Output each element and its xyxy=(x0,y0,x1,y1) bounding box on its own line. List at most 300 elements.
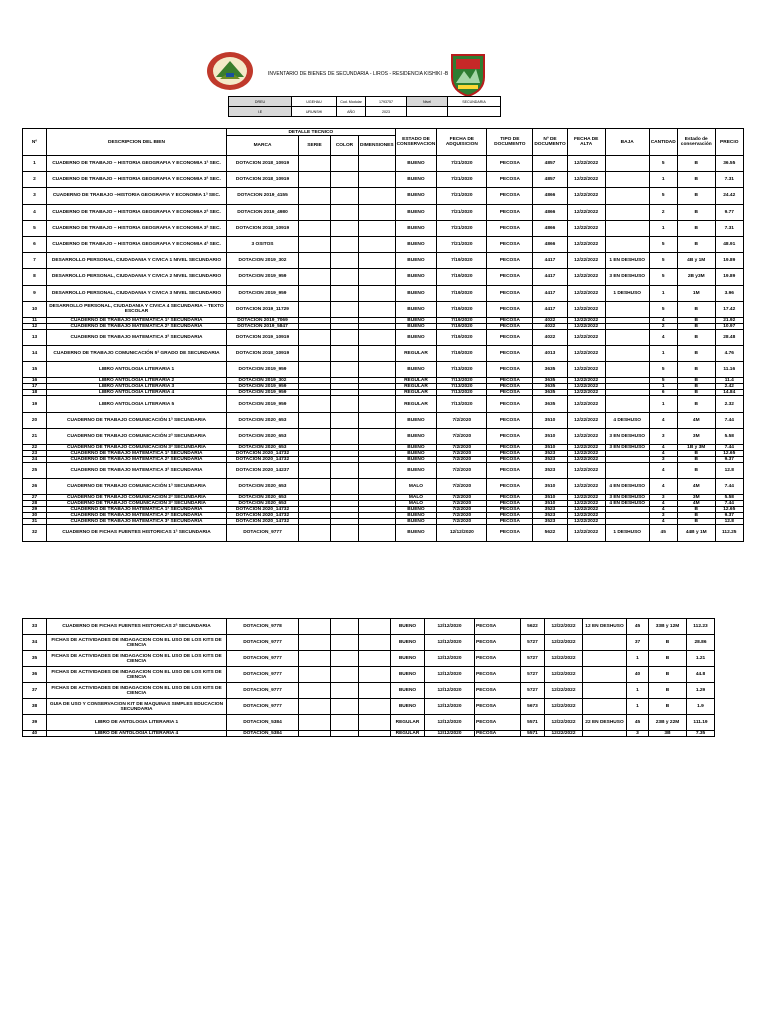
cell-numero-documento: 5727 xyxy=(521,635,545,651)
cell-description: FICHAS DE ACTIVIDADES DE INDAGACION CON EL USO DE LOS KITS DE CIENCIA xyxy=(47,667,227,683)
cell-number: 23 xyxy=(23,451,47,457)
cell-fecha-alta: 12/22/2022 xyxy=(567,412,605,428)
cell-baja xyxy=(605,329,649,345)
cell-marca: DOTACION_5384 xyxy=(227,715,299,731)
cell-description: CUADERNO DE TRABAJO MATEMATICA 2ª SECUNDARIA xyxy=(47,457,227,463)
cell-tipo-documento: PECOSA xyxy=(487,220,533,236)
cell-serie xyxy=(299,301,331,317)
cell-description: DESARROLLO PERSONAL, CIUDADANIA Y CIVICA 3 NIVEL SECUNDARIO xyxy=(47,285,227,301)
cell-number: 3 xyxy=(23,188,47,204)
cell-estado: BUENO xyxy=(395,253,437,269)
cell-color xyxy=(331,269,359,285)
table-row xyxy=(23,172,744,188)
cell-serie xyxy=(299,220,331,236)
cell-tipo-documento: PECOSA xyxy=(487,384,533,390)
cell-estado-conservacion: 33B y 12M xyxy=(649,619,687,635)
cell-tipo-documento: PECOSA xyxy=(475,635,521,651)
cell-cantidad: 1 xyxy=(627,699,649,715)
cell-numero-documento: 3635 xyxy=(533,378,567,384)
cell-estado: BUENO xyxy=(395,204,437,220)
cell-numero-documento: 5571 xyxy=(521,731,545,737)
cell-tipo-documento: PECOSA xyxy=(487,204,533,220)
cell-description: CUADERNO DE TRABAJO COMUNICACIÓN 1ª SECUNDARIA xyxy=(47,479,227,495)
cell-estado-conservacion: B xyxy=(677,220,715,236)
cell-color xyxy=(331,396,359,412)
cell-estado: BUENO xyxy=(395,513,437,519)
cell-estado-conservacion: B xyxy=(677,507,715,513)
table-row xyxy=(23,619,715,635)
cell-precio: 7.44 xyxy=(715,445,743,451)
cell-precio: 10.97 xyxy=(715,323,743,329)
cell-estado: BUENO xyxy=(395,457,437,463)
cell-number: 29 xyxy=(23,507,47,513)
cell-number: 25 xyxy=(23,463,47,479)
cell-estado: BUENO xyxy=(391,635,425,651)
cell-fecha-adquisicion: 7/2/2020 xyxy=(437,457,487,463)
cell-tipo-documento: PECOSA xyxy=(487,188,533,204)
cell-cantidad: 4 xyxy=(649,451,677,457)
info-cell: Cod. Modular xyxy=(337,97,366,107)
cell-tipo-documento: PECOSA xyxy=(487,156,533,172)
cell-fecha-alta: 12/22/2022 xyxy=(567,457,605,463)
cell-fecha-adquisicion: 7/19/2020 xyxy=(437,323,487,329)
cell-estado-conservacion: 4B y 1M xyxy=(677,253,715,269)
cell-cantidad: 45 xyxy=(649,525,677,541)
cell-fecha-alta: 12/22/2022 xyxy=(545,683,583,699)
cell-estado: BUENO xyxy=(391,651,425,667)
cell-dimensiones xyxy=(359,428,396,444)
cell-fecha-adquisicion: 7/2/2020 xyxy=(437,428,487,444)
cell-serie xyxy=(299,172,331,188)
cell-tipo-documento: PECOSA xyxy=(487,323,533,329)
col-header: PRECIO xyxy=(715,129,743,156)
cell-dimensiones xyxy=(359,188,396,204)
cell-marca: DOTACION 2019_7069 xyxy=(227,317,299,323)
cell-dimensiones xyxy=(359,220,396,236)
cell-number: 27 xyxy=(23,495,47,501)
cell-numero-documento: 3635 xyxy=(533,384,567,390)
cell-cantidad: 1 xyxy=(649,220,677,236)
cell-estado: BUENO xyxy=(395,317,437,323)
cell-serie xyxy=(299,329,331,345)
cell-serie xyxy=(299,699,331,715)
cell-serie xyxy=(299,731,331,737)
col-header: DETALLE TECNICO xyxy=(227,129,396,136)
cell-baja: 4 DESHUSO xyxy=(605,412,649,428)
cell-fecha-alta: 12/22/2022 xyxy=(545,715,583,731)
cell-fecha-adquisicion: 7/19/2020 xyxy=(437,285,487,301)
cell-cantidad: 4 xyxy=(649,501,677,507)
cell-marca: DOTACION 2020_14732 xyxy=(227,507,299,513)
cell-estado-conservacion: B xyxy=(677,301,715,317)
cell-number: 4 xyxy=(23,204,47,220)
cell-tipo-documento: PECOSA xyxy=(487,329,533,345)
cell-estado: BUENO xyxy=(395,236,437,252)
cell-color xyxy=(331,156,359,172)
cell-fecha-alta: 12/22/2022 xyxy=(567,463,605,479)
cell-precio: 11.4 xyxy=(715,378,743,384)
cell-color xyxy=(331,463,359,479)
cell-color xyxy=(331,667,359,683)
cell-precio: 7.44 xyxy=(715,412,743,428)
cell-precio: 21.92 xyxy=(715,317,743,323)
cell-serie xyxy=(299,428,331,444)
cell-number: 40 xyxy=(23,731,47,737)
cell-tipo-documento: PECOSA xyxy=(475,731,521,737)
cell-estado: REGULAR xyxy=(395,378,437,384)
cell-fecha-adquisicion: 12/12/2020 xyxy=(425,651,475,667)
cell-baja xyxy=(583,667,627,683)
cell-estado: BUENO xyxy=(395,525,437,541)
table-row xyxy=(23,683,715,699)
cell-number: 37 xyxy=(23,683,47,699)
cell-precio: 1.21 xyxy=(687,651,715,667)
cell-tipo-documento: PECOSA xyxy=(487,269,533,285)
cell-serie xyxy=(299,525,331,541)
cell-number: 15 xyxy=(23,362,47,378)
cell-color xyxy=(331,204,359,220)
table-row xyxy=(23,253,744,269)
cell-color xyxy=(331,699,359,715)
cell-fecha-alta: 12/22/2022 xyxy=(567,317,605,323)
cell-precio: 12.8 xyxy=(715,519,743,525)
cell-marca: DOTACION 2020_14732 xyxy=(227,457,299,463)
cell-baja: 3 EN DESHUSO xyxy=(605,269,649,285)
col-header: FECHA DE ALTA xyxy=(567,129,605,156)
cell-fecha-adquisicion: 12/12/2020 xyxy=(425,699,475,715)
cell-marca: DOTACION 2020_653 xyxy=(227,445,299,451)
cell-precio: 2.32 xyxy=(715,396,743,412)
cell-dimensiones xyxy=(359,301,396,317)
cell-numero-documento: 4013 xyxy=(533,346,567,362)
info-cell: Nivel xyxy=(407,97,448,107)
cell-precio: 7.44 xyxy=(715,501,743,507)
cell-cantidad: 2 xyxy=(649,323,677,329)
cell-color xyxy=(331,635,359,651)
cell-baja: 22 EN DESHUSO xyxy=(583,715,627,731)
cell-baja: 12 EN DESHUSO xyxy=(583,619,627,635)
cell-serie xyxy=(299,204,331,220)
cell-description: LIBRO ANTOLOGIA LITERARIA 3 xyxy=(47,384,227,390)
cell-fecha-alta: 12/22/2022 xyxy=(567,396,605,412)
cell-color xyxy=(331,188,359,204)
cell-marca: DOTACION 2019_959 xyxy=(227,285,299,301)
cell-description: CUADERNO DE TRABAJO COMUNICACIÓN 2ª SECUNDARIA xyxy=(47,428,227,444)
cell-fecha-adquisicion: 7/13/2020 xyxy=(437,390,487,396)
cell-fecha-adquisicion: 7/19/2020 xyxy=(437,346,487,362)
cell-fecha-adquisicion: 7/2/2020 xyxy=(437,519,487,525)
cell-estado-conservacion: 3M xyxy=(677,495,715,501)
cell-tipo-documento: PECOSA xyxy=(487,362,533,378)
cell-estado: BUENO xyxy=(395,445,437,451)
cell-cantidad: 1 xyxy=(649,396,677,412)
cell-cantidad: 5 xyxy=(649,156,677,172)
cell-marca: DOTACION 2020_653 xyxy=(227,479,299,495)
cell-numero-documento: 3635 xyxy=(533,390,567,396)
cell-estado: BUENO xyxy=(395,463,437,479)
cell-fecha-alta: 12/22/2022 xyxy=(545,619,583,635)
cell-estado-conservacion: 2B y3M xyxy=(677,269,715,285)
cell-fecha-adquisicion: 7/2/2020 xyxy=(437,451,487,457)
cell-marca: DOTACION_9777 xyxy=(227,667,299,683)
cell-tipo-documento: PECOSA xyxy=(475,619,521,635)
cell-color xyxy=(331,479,359,495)
cell-dimensiones xyxy=(359,699,391,715)
cell-tipo-documento: PECOSA xyxy=(487,253,533,269)
cell-description: CUADERNO DE FICHAS FUENTES HISTORICAS 1ª SECUNDARIA xyxy=(47,525,227,541)
cell-estado-conservacion: B xyxy=(649,635,687,651)
cell-estado-conservacion: B xyxy=(677,236,715,252)
cell-tipo-documento: PECOSA xyxy=(475,667,521,683)
cell-fecha-adquisicion: 7/21/2020 xyxy=(437,204,487,220)
cell-description: CUADERNO DE TRABAJO – HISTORIA GEOGRAFIA Y ECONOMIA 1ª SEC. xyxy=(47,156,227,172)
cell-color xyxy=(331,285,359,301)
cell-precio: 5.58 xyxy=(715,495,743,501)
cell-numero-documento: 5571 xyxy=(521,715,545,731)
cell-estado-conservacion: B xyxy=(677,323,715,329)
cell-estado: BUENO xyxy=(391,683,425,699)
cell-fecha-alta: 12/22/2022 xyxy=(567,428,605,444)
cell-description: CUADERNO DE TRABAJO MATEMATICA 3ª SECUNDARIA xyxy=(47,519,227,525)
cell-description: CUADERNO DE FICHAS FUENTES HISTORICAS 2ª SECUNDARIA xyxy=(47,619,227,635)
cell-number: 13 xyxy=(23,329,47,345)
cell-description: CUADERNO DE TRABAJO – HISTORIA GEOGRAFIA Y ECONOMIA 4ª SEC. xyxy=(47,236,227,252)
cell-description: DESARROLLO PERSONAL, CIUDADANIA Y CIVICA 4 SECUNDARIA – TEXTO ESCOLAR xyxy=(47,301,227,317)
cell-fecha-alta: 12/22/2022 xyxy=(567,220,605,236)
cell-baja: 4 EN DESHUSO xyxy=(605,501,649,507)
cell-cantidad: 37 xyxy=(627,635,649,651)
cell-fecha-adquisicion: 7/13/2020 xyxy=(437,362,487,378)
cell-precio: 11.16 xyxy=(715,362,743,378)
cell-tipo-documento: PECOSA xyxy=(487,451,533,457)
cell-fecha-alta: 12/22/2022 xyxy=(567,501,605,507)
cell-color xyxy=(331,301,359,317)
cell-baja xyxy=(605,236,649,252)
cell-numero-documento: 4866 xyxy=(533,204,567,220)
cell-estado: MALO xyxy=(395,495,437,501)
cell-cantidad: 4 xyxy=(649,329,677,345)
col-header: Nº DE DOCUMENTO xyxy=(533,129,567,156)
cell-description: CUADERNO DE TRABAJO MATEMATICA 1ª SECUNDARIA xyxy=(47,317,227,323)
cell-numero-documento: 3523 xyxy=(533,451,567,457)
cell-marca: DOTACION_9777 xyxy=(227,635,299,651)
cell-precio: 28.86 xyxy=(687,635,715,651)
cell-numero-documento: 3523 xyxy=(533,513,567,519)
cell-cantidad: 5 xyxy=(649,378,677,384)
cell-color xyxy=(331,329,359,345)
cell-fecha-adquisicion: 7/2/2020 xyxy=(437,463,487,479)
cell-marca: DOTACION_9777 xyxy=(227,525,299,541)
cell-numero-documento: 5727 xyxy=(521,683,545,699)
cell-marca: DOTACION_9777 xyxy=(227,651,299,667)
cell-numero-documento: 4022 xyxy=(533,329,567,345)
cell-number: 26 xyxy=(23,479,47,495)
cell-baja xyxy=(605,156,649,172)
cell-number: 31 xyxy=(23,519,47,525)
cell-cantidad: 45 xyxy=(627,619,649,635)
cell-numero-documento: 3635 xyxy=(533,396,567,412)
cell-baja xyxy=(583,699,627,715)
cell-number: 39 xyxy=(23,715,47,731)
cell-color xyxy=(331,428,359,444)
cell-cantidad: 1 xyxy=(649,384,677,390)
cell-numero-documento: 4866 xyxy=(533,236,567,252)
cell-precio: 19.89 xyxy=(715,269,743,285)
cell-fecha-adquisicion: 7/2/2020 xyxy=(437,495,487,501)
cell-number: 8 xyxy=(23,269,47,285)
cell-estado-conservacion: B xyxy=(677,463,715,479)
table-row xyxy=(23,188,744,204)
cell-precio: 28.48 xyxy=(715,329,743,345)
cell-estado-conservacion: B xyxy=(649,699,687,715)
info-cell: DREU xyxy=(229,97,292,107)
cell-fecha-alta: 12/22/2022 xyxy=(545,731,583,737)
cell-fecha-alta: 12/22/2022 xyxy=(567,519,605,525)
cell-fecha-alta: 12/22/2022 xyxy=(567,390,605,396)
cell-fecha-alta: 12/22/2022 xyxy=(567,513,605,519)
cell-tipo-documento: PECOSA xyxy=(487,457,533,463)
table-row xyxy=(23,301,744,317)
cell-fecha-alta: 12/22/2022 xyxy=(567,172,605,188)
cell-baja: 1 DESHUSO xyxy=(605,285,649,301)
cell-precio: 9.37 xyxy=(715,457,743,463)
cell-color xyxy=(331,619,359,635)
cell-cantidad: 3 xyxy=(649,457,677,463)
cell-marca: DOTACION 2018_10919 xyxy=(227,172,299,188)
cell-precio: 112.23 xyxy=(687,619,715,635)
cell-estado: BUENO xyxy=(395,188,437,204)
cell-estado-conservacion: B xyxy=(677,396,715,412)
info-cell: AÑO xyxy=(337,107,366,117)
cell-precio: 9.37 xyxy=(715,513,743,519)
table-row xyxy=(23,362,744,378)
cell-fecha-adquisicion: 7/13/2020 xyxy=(437,378,487,384)
cell-fecha-alta: 12/22/2022 xyxy=(567,236,605,252)
cell-fecha-adquisicion: 7/2/2020 xyxy=(437,513,487,519)
cell-tipo-documento: PECOSA xyxy=(487,501,533,507)
cell-precio: 12.65 xyxy=(715,451,743,457)
cell-cantidad: 40 xyxy=(627,667,649,683)
cell-fecha-alta: 12/22/2022 xyxy=(545,651,583,667)
cell-fecha-alta: 12/22/2022 xyxy=(567,346,605,362)
cell-cantidad: 3 xyxy=(649,513,677,519)
cell-description: CUADERNO DE TRABAJO MATEMATICA 2ª SECUNDARIA xyxy=(47,513,227,519)
cell-cantidad: 5 xyxy=(649,301,677,317)
cell-fecha-alta: 12/22/2022 xyxy=(567,204,605,220)
cell-number: 24 xyxy=(23,457,47,463)
table-row xyxy=(23,346,744,362)
cell-cantidad: 5 xyxy=(649,253,677,269)
cell-estado: BUENO xyxy=(395,301,437,317)
cell-cantidad: 4 xyxy=(649,317,677,323)
cell-estado-conservacion: B xyxy=(677,204,715,220)
cell-estado: BUENO xyxy=(395,412,437,428)
cell-tipo-documento: PECOSA xyxy=(487,346,533,362)
cell-cantidad: 5 xyxy=(649,236,677,252)
cell-tipo-documento: PECOSA xyxy=(487,396,533,412)
cell-precio: 111.19 xyxy=(687,715,715,731)
col-header: TIPO DE DOCUMENTO xyxy=(487,129,533,156)
cell-marca: DOTACION 2020_653 xyxy=(227,501,299,507)
cell-serie xyxy=(299,651,331,667)
cell-marca: DOTACION 2019_302 xyxy=(227,253,299,269)
cell-estado-conservacion: B xyxy=(677,513,715,519)
cell-serie xyxy=(299,715,331,731)
cell-serie xyxy=(299,156,331,172)
cell-description: LIBRO DE ANTOLOGIA LITERARIA 1 xyxy=(47,715,227,731)
cell-baja xyxy=(583,731,627,737)
cell-dimensiones xyxy=(359,463,396,479)
info-cell: SECUNDARIA xyxy=(448,97,501,107)
cell-tipo-documento: PECOSA xyxy=(487,390,533,396)
cell-marca: DOTACION 2019_959 xyxy=(227,384,299,390)
table-row xyxy=(23,269,744,285)
cell-estado: BUENO xyxy=(395,220,437,236)
table-row xyxy=(23,667,715,683)
table-row xyxy=(23,715,715,731)
cell-estado-conservacion: B xyxy=(677,457,715,463)
cell-baja xyxy=(605,362,649,378)
cell-color xyxy=(331,412,359,428)
cell-description: CUADERNO DE TRABAJO MATEMATICA 2ª SECUNDARIA xyxy=(47,323,227,329)
cell-marca: DOTACION 2019_5847 xyxy=(227,323,299,329)
cell-description: CUADERNO DE TRABAJO – HISTORIA GEOGRAFIA Y ECONOMIA 2ª SEC. xyxy=(47,204,227,220)
cell-description: CUADERNO DE TRABAJO MATEMATICA 3ª SECUNDARIA xyxy=(47,329,227,345)
cell-precio: 7.44 xyxy=(715,479,743,495)
cell-number: 7 xyxy=(23,253,47,269)
cell-precio: 5.58 xyxy=(715,428,743,444)
cell-number: 30 xyxy=(23,513,47,519)
cell-estado-conservacion: 1M xyxy=(677,285,715,301)
cell-description: LIBRO ANTOLOGIA LITERARIA 1 xyxy=(47,362,227,378)
cell-estado-conservacion: 23B y 22M xyxy=(649,715,687,731)
cell-tipo-documento: PECOSA xyxy=(475,715,521,731)
cell-dimensiones xyxy=(359,236,396,252)
cell-marca: DOTACION 2020_653 xyxy=(227,428,299,444)
cell-description: DESARROLLO PERSONAL, CIUDADANIA Y CIVICA 1 NIVEL SECUNDARIO xyxy=(47,253,227,269)
cell-estado-conservacion: 1B y 3M xyxy=(677,445,715,451)
table-row xyxy=(23,156,744,172)
cell-fecha-adquisicion: 7/2/2020 xyxy=(437,412,487,428)
cell-tipo-documento: PECOSA xyxy=(487,479,533,495)
cell-fecha-adquisicion: 7/21/2020 xyxy=(437,220,487,236)
table-row xyxy=(23,285,744,301)
cell-fecha-adquisicion: 7/19/2020 xyxy=(437,301,487,317)
cell-marca: DOTACION 2019_10919 xyxy=(227,346,299,362)
inventory-table xyxy=(22,128,744,542)
cell-fecha-alta: 12/22/2022 xyxy=(567,329,605,345)
cell-number: 1 xyxy=(23,156,47,172)
cell-numero-documento: 3523 xyxy=(533,507,567,513)
cell-description: CUADERNO DE TRABAJO –HISTORIA GEOGRAFIA Y ECONOMIA 1ª SEC. xyxy=(47,188,227,204)
cell-fecha-adquisicion: 7/19/2020 xyxy=(437,329,487,345)
cell-estado-conservacion: B xyxy=(649,683,687,699)
cell-estado-conservacion: 44B y 1M xyxy=(677,525,715,541)
cell-tipo-documento: PECOSA xyxy=(487,445,533,451)
cell-estado-conservacion: B xyxy=(677,384,715,390)
cell-dimensiones xyxy=(359,285,396,301)
cell-number: 16 xyxy=(23,378,47,384)
cell-fecha-alta: 12/22/2022 xyxy=(567,269,605,285)
cell-description: GUIA DE USO Y CONSERVACION KIT DE MAQUINAS SIMPLES EDUCACION SECUNDARIA xyxy=(47,699,227,715)
cell-tipo-documento: PECOSA xyxy=(487,412,533,428)
cell-marca: DOTACION 2020_14732 xyxy=(227,519,299,525)
info-cell: 1793757 xyxy=(366,97,407,107)
cell-precio: 19.89 xyxy=(715,253,743,269)
col-header: ESTADO DE CONSERVACION xyxy=(395,129,437,156)
cell-serie xyxy=(299,285,331,301)
cell-number: 20 xyxy=(23,412,47,428)
